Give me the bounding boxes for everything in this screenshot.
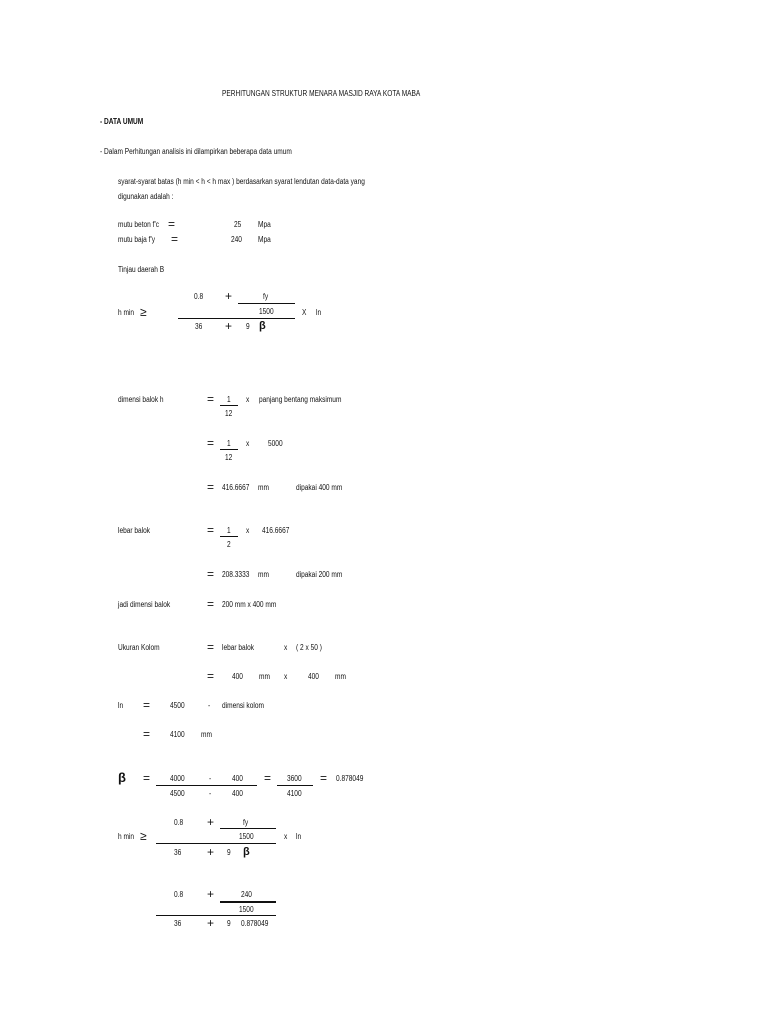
column-u1: mm [259,672,270,681]
beam-w-value2: 208.3333 [222,570,250,579]
f3-fy-value: 240 [241,890,252,899]
f1-fy: fy [263,292,269,301]
ln-eq2: = [143,727,151,741]
f1-numerator-left: 0.8 [194,292,204,301]
f1-plus: + [225,289,233,303]
condition-text-line2: digunakan adalah : [118,192,174,201]
f1-label: h min [118,308,135,317]
beam-dim-value: 200 mm x 400 mm [222,600,277,609]
beta-den-b: 400 [232,789,243,798]
beam-w-eq2: = [207,567,215,581]
beam-w-note2: dipakai 200 mm [296,570,343,579]
beam-h-value2: 5000 [268,439,283,448]
ln-eq1: = [143,698,151,712]
column-text1: lebar balok [222,643,255,652]
beam-h-value3: 416.6667 [222,483,250,492]
f1-ln: ln [316,308,322,317]
beta-eq3: = [320,771,328,785]
beam-h-num1: 1 [227,395,231,404]
column-paren: ( 2 x 50 ) [296,643,322,652]
f2-inner-fraction-bar [220,828,276,829]
beta-fraction-bar1 [156,785,257,786]
beam-h-text1: panjang bentang maksimum [259,395,342,404]
f1-beta: β [259,320,266,332]
beam-h-note3: dipakai 400 mm [296,483,343,492]
column-v2: 400 [308,672,319,681]
f2-main-fraction-bar [156,843,276,844]
beam-w-bar1 [220,536,238,537]
beam-w-unit2: mm [258,570,269,579]
f3-beta-value: 0.878049 [241,919,269,928]
beta-result: 0.878049 [336,774,364,783]
f3-den-left: 36 [174,919,182,928]
column-eq1: = [207,640,215,654]
beam-h-bar1 [220,405,238,406]
column-v1: 400 [232,672,243,681]
f2-ln: ln [296,832,302,841]
beam-w-label: lebar balok [118,526,151,535]
ln-text1: dimensi kolom [222,701,264,710]
steel-unit: Mpa [258,235,271,244]
f2-fy: fy [243,818,249,827]
ln-minus: - [208,701,211,710]
beta-fraction-bar2 [277,785,313,786]
f2-ge-symbol: ≥ [140,829,147,843]
beam-h-eq1: = [207,392,215,406]
beam-h-eq3: = [207,480,215,494]
beam-h-unit3: mm [258,483,269,492]
concrete-unit: Mpa [258,220,271,229]
concrete-label: mutu beton f'c [118,220,159,229]
beta-num-a: 4000 [170,774,185,783]
steel-label: mutu baja f'y [118,235,155,244]
beam-h-x1: x [246,395,250,404]
beam-w-value1: 416.6667 [262,526,290,535]
beta-num-c: 3600 [287,774,302,783]
f3-numerator-left: 0.8 [174,890,184,899]
f2-nine: 9 [227,848,231,857]
column-x2: x [284,672,288,681]
steel-value: 240 [231,235,242,244]
f2-plus: + [207,815,215,829]
column-u2: mm [335,672,346,681]
beta-den-c: 4100 [287,789,302,798]
intro-text: - Dalam Perhitungan analisis ini dilampirkan beberapa data umum [100,147,292,156]
f3-den-plus: + [207,916,215,930]
f2-den-small: 1500 [239,832,254,841]
beam-w-num1: 1 [227,526,231,535]
beam-h-x2: x [246,439,250,448]
review-text: Tinjau daerah B [118,265,165,274]
f3-inner-fraction-bar [220,901,276,903]
ln-unit2: mm [201,730,212,739]
f3-nine: 9 [227,919,231,928]
f1-times: X [302,308,307,317]
f2-den-plus: + [207,845,215,859]
f1-nine: 9 [246,322,250,331]
f3-plus: + [207,887,215,901]
beam-h-label: dimensi balok h [118,395,164,404]
beam-h-den2: 12 [225,453,233,462]
f3-den-small: 1500 [239,905,254,914]
beam-h-bar2 [220,449,238,450]
f2-numerator-left: 0.8 [174,818,184,827]
column-label: Ukuran Kolom [118,643,160,652]
concrete-equals: = [168,217,176,231]
beta-minus-b: - [209,789,212,798]
beam-dim-eq: = [207,597,215,611]
f2-label: h min [118,832,135,841]
f1-inner-fraction-bar [238,303,295,304]
column-x1: x [284,643,288,652]
column-eq2: = [207,669,215,683]
section-heading: - DATA UMUM [100,117,144,126]
beam-h-den1: 12 [225,409,233,418]
concrete-value: 25 [234,220,242,229]
f1-ge-symbol: ≥ [140,305,147,319]
beam-h-eq2: = [207,436,215,450]
beta-den-a: 4500 [170,789,185,798]
f1-main-fraction-bar [178,318,295,319]
condition-text-line1: syarat-syarat batas (h min < h < h max ) berdasarkan syarat lendutan data-data yang [118,177,365,186]
beta-symbol: β [118,770,126,785]
f3-main-fraction-bar [156,915,276,916]
beam-w-den1: 2 [227,540,231,549]
beta-eq1: = [143,771,151,785]
beam-w-eq1: = [207,523,215,537]
f1-den-small: 1500 [259,307,274,316]
ln-value1: 4500 [170,701,185,710]
f2-beta: β [243,846,250,858]
f1-den-plus: + [225,319,233,333]
beam-dim-label: jadi dimensi balok [118,600,171,609]
page-title: PERHITUNGAN STRUKTUR MENARA MASJID RAYA KOTA MABA [222,89,421,98]
beam-h-num2: 1 [227,439,231,448]
ln-value2: 4100 [170,730,185,739]
ln-label: ln [118,701,124,710]
beta-num-b: 400 [232,774,243,783]
f2-den-left: 36 [174,848,182,857]
f1-den-left: 36 [195,322,203,331]
f2-times: x [284,832,288,841]
beta-minus-a: - [209,774,212,783]
steel-equals: = [171,232,179,246]
beta-eq2: = [264,771,272,785]
beam-w-x1: x [246,526,250,535]
